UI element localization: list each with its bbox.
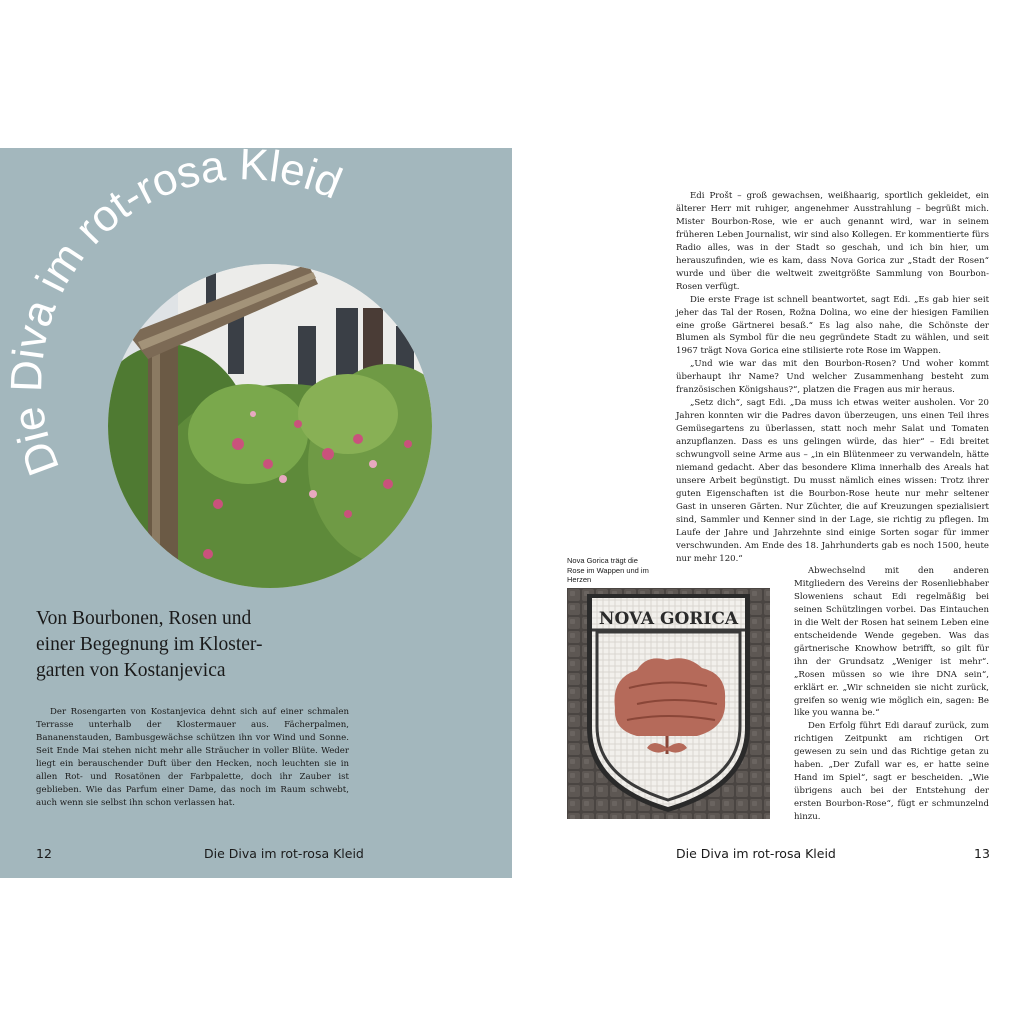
body-paragraph: „Und wie war das mit den Bourbon-Rosen? Und woher kommt überhaupt ihr Name? Und welcher Zusammenhang besteht zum französischen Königshaus?“, platzen die Fragen aus mir heraus. (676, 359, 989, 396)
body-paragraph: „Setz dich“, sagt Edi. „Da muss ich etwas weiter ausholen. Vor 20 Jahren konnten wir die Padres davon überzeugen, uns einen Teil ihres Gemüsegartens zu überlassen, statt noch mehr Salat und Tomaten anzupflanzen. Dass es uns gelingen würde, das hier“ – Edi breitet schwungvoll seine Arme aus – „in ein Blütenmeer zu verwandeln, hätte niemand gedacht. Aber das besondere Klima innerhalb des Areals hat unsere Arbeit begünstigt. Du musst nämlich eines wissen: Trotz ihrer guten Eigenschaften ist die Bourbon-Rose heute nur mehr seltener Gast in unseren Gärten. Nur Züchter, die auf Kreuzungen spezialisiert sind, Sammler und Kenner sind in der Lage, sie richtig zu pflegen. Im Laufe der Jahre und Jahrzehnte sind einige Sorten sogar für immer verschwunden. Am Ende des 18. Jahrhunderts gab es noch 1500, heute nur mehr 120.“ (676, 398, 989, 564)
chapter-subtitle (36, 606, 296, 684)
image-caption: Nova Gorica trägt die Rose im Wappen und im Herzen (567, 556, 649, 584)
subtitle-line: garten von Kostanjevica (36, 660, 226, 681)
body-text-column-2 (794, 565, 989, 824)
nova-gorica-coat-of-arms-photo (567, 588, 770, 819)
page-number-right: 13 (974, 846, 990, 861)
subtitle-line: einer Begegnung im Kloster- (36, 634, 263, 655)
body-text-column (676, 190, 989, 566)
body-paragraph: Abwechselnd mit den anderen Mitgliedern des Vereins der Rosenliebhaber Sloweniens schaut Edi regelmäßig bei seinen Schützlingen vorbei. Das Eintauchen in die Welt der Rosen hat seinem Leben eine entscheidende Wende gegeben. Was das gärtnerische Knowhow betrifft, so gilt für ihn der Grundsatz „Weniger ist mehr“. „Rosen müssen so wie ihre DNA sein“, erklärt er. „Wir schneiden sie nicht zurück, greifen so wenig wie möglich ein, sagen: Be like you wanna be.“ (794, 566, 989, 719)
body-paragraph: Den Erfolg führt Edi darauf zurück, zum richtigen Zeitpunkt am richtigen Ort gewesen zu sein und das Richtige getan zu haben. „Der Zufall war es, er hatte seine Hand im Spiel“, sagt er bescheiden. „Wie übrigens auch bei der Entstehung der ersten Bourbon-Rose“, fügt er schmunzelnd hinzu. (794, 721, 989, 823)
intro-paragraph: Der Rosengarten von Kostanjevica dehnt sich auf einer schmalen Terrasse unterhalb der Klostermauer aus. Fächerpalmen, Bananenstauden, Bambusgewächse schützen ihn vor Wind und Sonne. Seit Ende Mai stehen nicht mehr alle Sträucher in voller Blüte. Weder liegt ein berauschender Duft über den Hecken, noch leuchten sie in allen Rot- und Rosatönen der Farbpalette, doch ihr Zauber ist geblieben. Wie das Parfum einer Dame, das noch im Raum schwebt, auch wenn sie selbst ihn schon verlassen hat. (36, 707, 349, 808)
body-paragraph: Die erste Frage ist schnell beantwortet, sagt Edi. „Es gab hier seit jeher das Tal der Rosen, Rožna Dolina, wo eine der hiesigen Familien eine große Gärtnerei besaß.“ Es lag also nahe, die Schönste der Blumen als Symbol für die neu gegründete Stadt zu wählen, und seit 1967 trägt Nova Gorica eine stilisierte rote Rose im Wappen. (676, 294, 989, 357)
subtitle-line: Von Bourbonen, Rosen und (36, 608, 252, 629)
running-title-left: Die Diva im rot-rosa Kleid (204, 846, 364, 861)
mosaic-lettering: NOVA GORICA (598, 609, 739, 629)
running-title-right: Die Diva im rot-rosa Kleid (676, 846, 836, 861)
chapter-title: Die Diva im rot-rosa Kleid (2, 148, 349, 482)
body-paragraph: Edi Prošt – groß gewachsen, weißhaarig, sportlich gekleidet, ein älterer Herr mit ruhiger, angenehmer Ausstrahlung – begrüßt mich. Mister Bourbon-Rose, wie er auch genannt wird, war in seinem früheren Leben Journalist, wir sind also Kollegen. Er kommentierte fürs Radio alles, was in der Stadt so geschah, und ich bin hier, um herauszufinden, wie es kam, dass Nova Gorica zur „Stadt der Rosen“ wurde und über die weltweit zweitgrößte Sammlung von Bourbon-Rosen verfügt. (676, 191, 989, 292)
rose-garden-photo (108, 264, 432, 588)
left-page (0, 148, 512, 878)
page-number-left: 12 (36, 846, 52, 861)
